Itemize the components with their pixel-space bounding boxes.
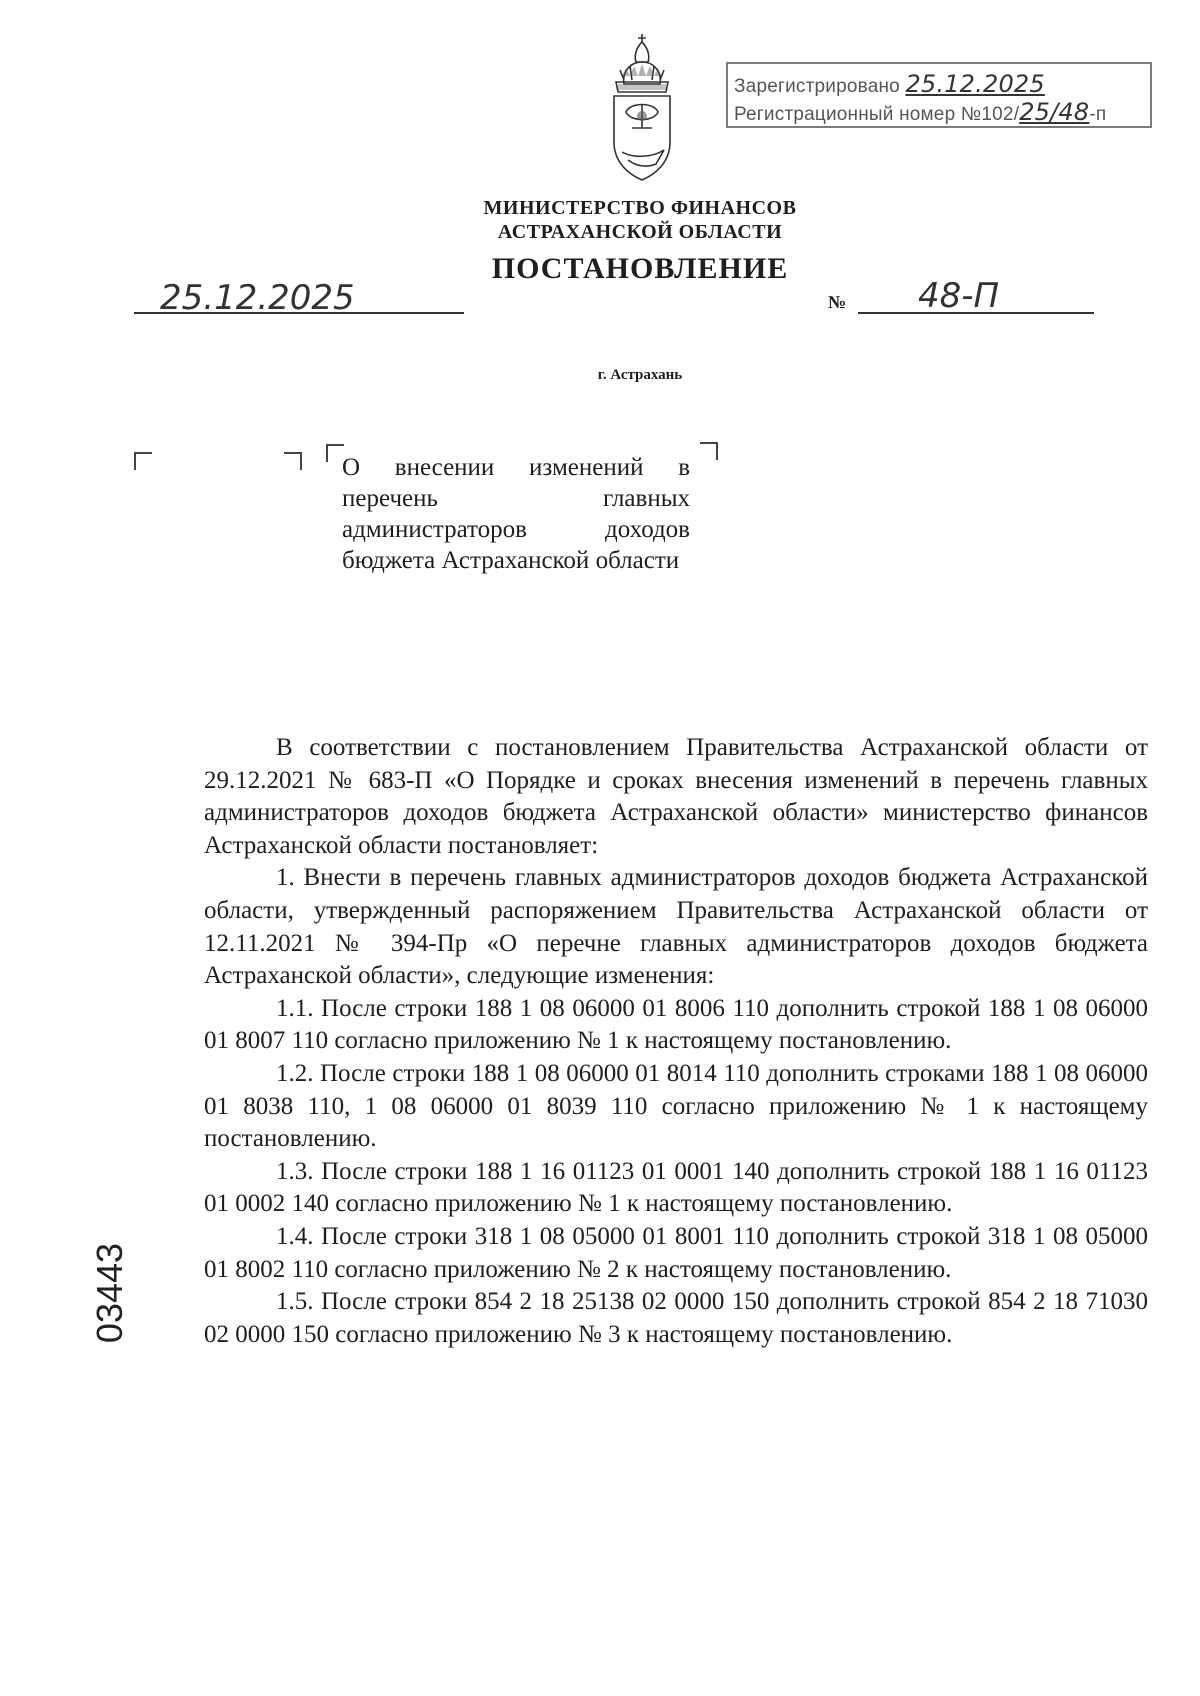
- body-paragraph-1-3: 1.3. После строки 188 1 16 01123 01 0001 140 дополнить строкой 188 1 16 01123 01 0002 140 согласно приложению № 1 к настоящему постановлению.: [204, 1157, 1148, 1218]
- city-name: г. Астрахань: [597, 367, 683, 383]
- document-type-title: ПОСТАНОВЛЕНИЕ: [491, 252, 789, 285]
- body-paragraph-1-2: 1.2. После строки 188 1 08 06000 01 8014 110 дополнить строками 188 1 08 06000 01 8038 110, 1 08 06000 01 8039 110 согласно приложению № 1 к настоящему постановлению.: [204, 1059, 1148, 1153]
- body-paragraph-1-1: 1.1. После строки 188 1 08 06000 01 8006 110 дополнить строкой 188 1 08 06000 01 8007 110 согласно приложению № 1 к настоящему постановлению.: [204, 994, 1148, 1055]
- document-body: [204, 732, 1148, 1351]
- ministry-name-line2: АСТРАХАНСКОЙ ОБЛАСТИ: [497, 221, 783, 243]
- document-date: 25.12.2025: [160, 278, 355, 318]
- coat-of-arms-emblem: [606, 32, 678, 192]
- side-document-number: 03443: [89, 1242, 130, 1344]
- document-number: 48-П: [918, 276, 1000, 316]
- bracket-top-right: [284, 452, 302, 470]
- reg-number-value: 25/48: [1019, 98, 1090, 126]
- body-paragraph-1: 1. Внести в перечень главных администраторов доходов бюджета Астраханской области, утвержденный распоряжением Правительства Астраханской области от 12.11.2021 № 394-Пр «О перечне главных администраторов доходов бюджета Астраханской области», следующие изменения:: [204, 864, 1148, 990]
- reg-number-suffix: -п: [1089, 104, 1107, 125]
- number-label: №: [828, 292, 847, 312]
- ministry-name-line1: МИНИСТЕРСТВО ФИНАНСОВ: [483, 197, 797, 219]
- registration-stamp: [726, 62, 1152, 128]
- date-underline: [134, 312, 464, 314]
- registered-label: Зарегистрировано: [734, 76, 900, 97]
- document-subject: О внесении изменений в перечень главных администраторов доходов бюджета Астраханской области: [342, 454, 690, 574]
- bracket-subject-right: [700, 442, 718, 460]
- bracket-top-left: [134, 452, 152, 470]
- body-paragraph-1-5: 1.5. После строки 854 2 18 25138 02 0000 150 дополнить строкой 854 2 18 71030 02 0000 150 согласно приложению № 3 к настоящему постановлению.: [204, 1288, 1148, 1348]
- registered-date: 25.12.2025: [905, 70, 1045, 98]
- reg-number-label: Регистрационный номер №102/: [734, 104, 1020, 125]
- body-paragraph-1-4: 1.4. После строки 318 1 08 05000 01 8001 110 дополнить строкой 318 1 08 05000 01 8002 110 согласно приложению № 2 к настоящему постановлению.: [204, 1222, 1148, 1283]
- body-paragraph-preamble: В соответствии с постановлением Правительства Астраханской области от 29.12.2021 № 683-П «О Порядке и сроках внесения изменений в перечень главных администраторов доходов бюджета Астраханской области» министерство финансов Астраханской области постановляет:: [204, 734, 1148, 859]
- number-underline: [858, 312, 1094, 314]
